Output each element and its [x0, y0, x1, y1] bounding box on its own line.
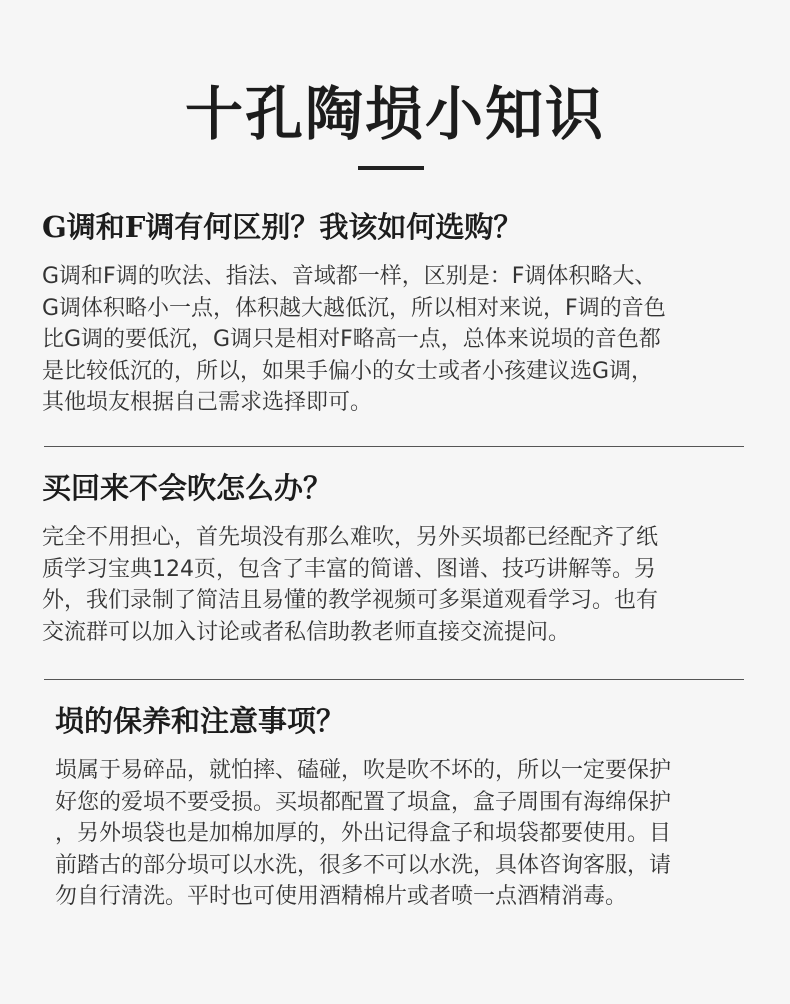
- body-line: 前踏古的部分埙可以水洗，很多不可以水洗，具体咨询客服，请: [55, 852, 672, 878]
- body-line: 是比较低沉的，所以，如果手偏小的女士或者小孩建议选G调，: [42, 358, 654, 384]
- section-heading: 埙的保养和注意事项？: [55, 704, 346, 738]
- body-line: 外，我们录制了简洁且易懂的教学视频可多渠道观看学习。也有: [42, 588, 659, 613]
- body-line: G调体积略小一点，体积越大越低沉，所以相对来说，F调的音色: [42, 295, 666, 321]
- body-line: ，另外埙袋也是加棉加厚的，外出记得盒子和埙袋都要使用。目: [55, 821, 672, 846]
- section-g-vs-f-key: [42, 205, 742, 419]
- body-line: 好您的爱埙不要受损。买埙都配置了埙盒，盒子周围有海绵保护: [55, 789, 672, 815]
- section-learning-help: [42, 466, 742, 648]
- section-divider: [44, 446, 744, 447]
- section-heading: G调和F调有何区别？我该如何选购？: [42, 210, 523, 244]
- body-line: 完全不用担心，首先埙没有那么难吹，另外买埙都已经配齐了纸: [42, 525, 659, 550]
- section-body: [55, 755, 755, 913]
- body-line: 其他埙友根据自己需求选择即可。: [42, 390, 373, 415]
- body-line: 勿自行清洗。平时也可使用酒精棉片或者喷一点酒精消毒。: [55, 884, 628, 909]
- section-body: [42, 522, 742, 648]
- body-line: 交流群可以加入讨论或者私信助教老师直接交流提问。: [42, 619, 571, 645]
- section-heading: 买回来不会吹怎么办？: [42, 471, 333, 505]
- page-title: 十孔陶埙小知识: [184, 80, 605, 148]
- body-line: 埙属于易碎品，就怕摔、磕碰，吹是吹不坏的，所以一定要保护: [55, 758, 672, 783]
- body-line: 比G调的要低沉，G调只是相对F略高一点，总体来说埙的音色都: [42, 327, 661, 352]
- section-care-notes: [55, 699, 755, 913]
- body-line: G调和F调的吹法、指法、音域都一样，区别是：F调体积略大、: [42, 264, 657, 289]
- title-underline: [358, 166, 424, 170]
- body-line: 质学习宝典124页，包含了丰富的简谱、图谱、技巧讲解等。另: [42, 556, 656, 582]
- section-divider: [44, 679, 744, 680]
- section-body: [42, 261, 742, 419]
